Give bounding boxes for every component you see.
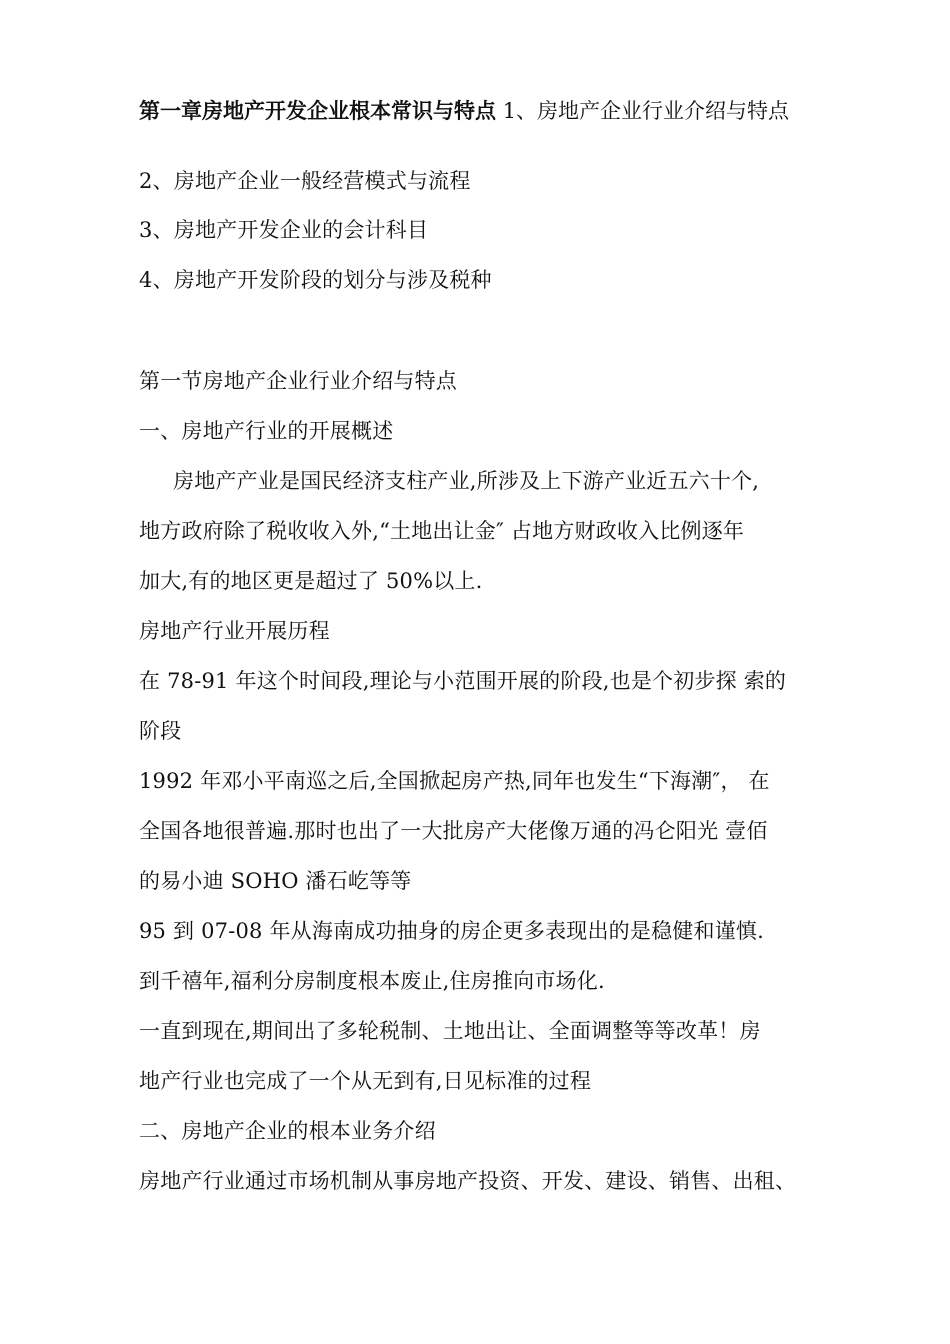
toc-item-4: 4、房地产开发阶段的划分与涉及税种 [139,268,492,292]
paragraph-line: 房地产行业通过市场机制从事房地产投资、开发、建设、销售、出租、 [139,1169,797,1193]
history-heading: 房地产行业开展历程 [139,619,330,643]
chapter-heading [139,97,829,125]
section-title: 第一节房地产企业行业介绍与特点 [139,369,457,393]
paragraph-line: 地方政府除了税收收入外,“土地出让金″ 占地方财政收入比例逐年 [139,519,745,543]
history-line: 95 到 07-08 年从海南成功抽身的房企更多表现出的是稳健和谨慎. [139,919,764,943]
history-line: 一直到现在,期间出了多轮税制、土地出让、全面调整等等改革！房 [139,1019,761,1043]
subsection-title-1: 一、房地产行业的开展概述 [139,419,394,443]
history-line: 的易小迪 SOHO 潘石屹等等 [139,869,412,893]
history-line: 到千禧年,福利分房制度根本废止,住房推向市场化. [139,969,605,993]
paragraph-line: 加大,有的地区更是超过了 50%以上. [139,569,483,593]
toc-item-2: 2、房地产企业一般经营模式与流程 [139,169,471,193]
subsection-title-2: 二、房地产企业的根本业务介绍 [139,1119,436,1143]
history-line: 阶段 [139,719,182,743]
history-line: 地产行业也完成了一个从无到有,日见标准的过程 [139,1069,592,1093]
history-line: 1992 年邓小平南巡之后,全国掀起房产热,同年也发生“下海潮″， 在 [139,769,770,793]
history-line: 全国各地很普遍.那时也出了一大批房产大佬像万通的冯仑阳光 壹佰 [139,819,768,843]
paragraph-line: 房地产产业是国民经济支柱产业,所涉及上下游产业近五六十个, [173,469,760,493]
toc-item-3: 3、房地产开发企业的会计科目 [139,218,429,242]
chapter-title: 第一章房地产开发企业根本常识与特点 [139,98,496,123]
history-line: 在 78-91 年这个时间段,理论与小范围开展的阶段,也是个初步探 索的 [139,669,787,693]
toc-item-1: 1、房地产企业行业介绍与特点 [502,99,790,123]
